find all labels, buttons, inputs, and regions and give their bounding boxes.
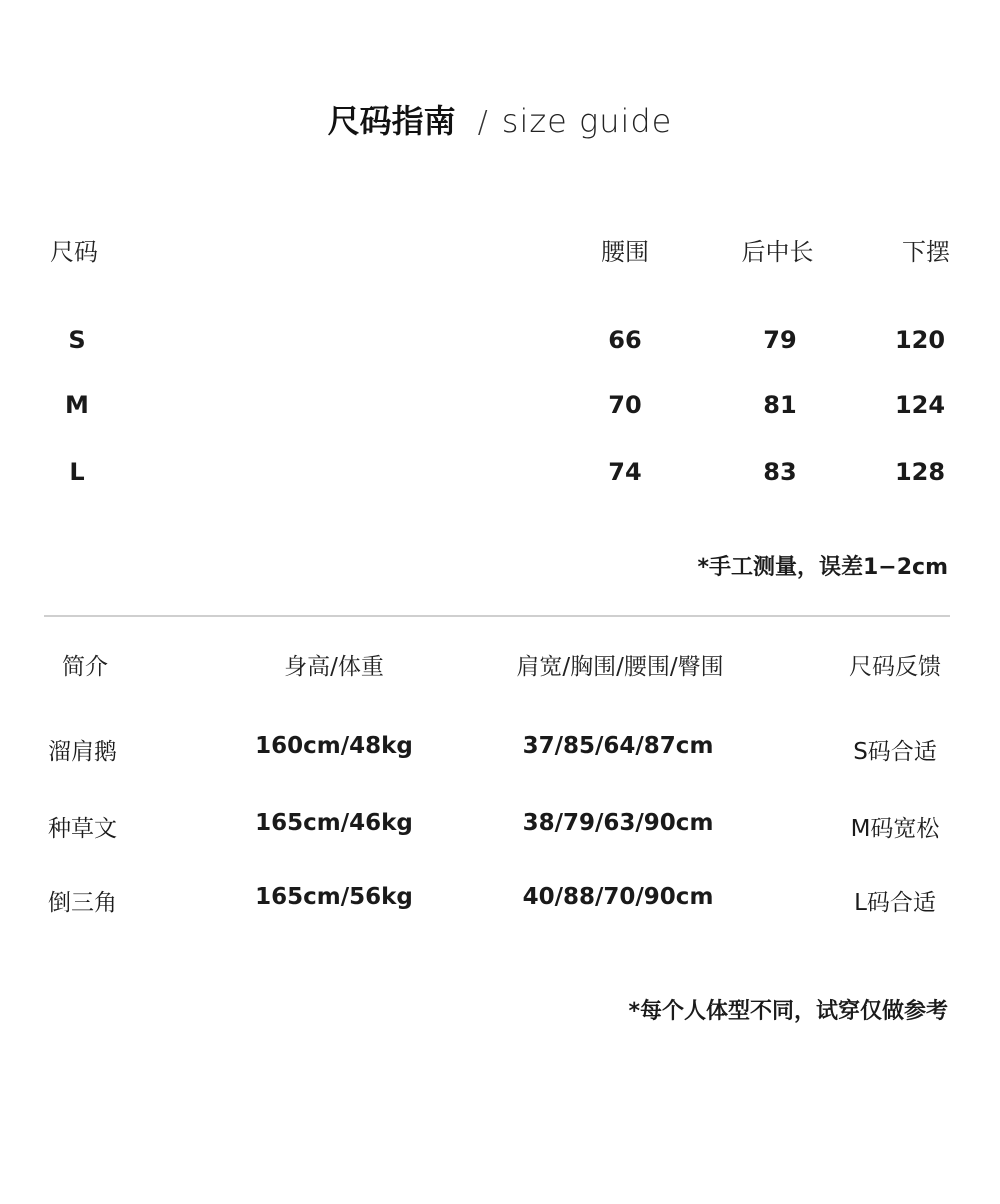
size-header-length: 后中长 xyxy=(741,238,814,266)
ref-header-height-weight: 身高/体重 xyxy=(284,654,384,680)
length-cell: 81 xyxy=(763,391,797,419)
title-separator: / xyxy=(477,105,488,140)
measurements-cell: 38/79/63/90cm xyxy=(522,810,714,836)
height-weight-cell: 160cm/48kg xyxy=(255,733,413,759)
waist-cell: 74 xyxy=(608,458,642,486)
measurements-cell: 37/85/64/87cm xyxy=(522,733,714,759)
feedback-cell: L码合适 xyxy=(854,890,936,916)
title-chinese: 尺码指南 xyxy=(327,102,456,140)
measurements-cell: 40/88/70/90cm xyxy=(522,884,714,910)
size-header-size: 尺码 xyxy=(50,238,98,266)
ref-header-feedback: 尺码反馈 xyxy=(849,654,941,680)
feedback-cell: M码宽松 xyxy=(850,816,940,842)
page-title xyxy=(0,96,1000,142)
profile-cell: 溜肩鹅 xyxy=(48,739,117,765)
size-header-waist: 腰围 xyxy=(601,238,649,266)
size-cell: M xyxy=(65,391,89,419)
size-cell: L xyxy=(69,458,85,486)
waist-cell: 66 xyxy=(608,326,642,354)
height-weight-cell: 165cm/46kg xyxy=(255,810,413,836)
feedback-cell: S码合适 xyxy=(853,739,937,765)
profile-cell: 种草文 xyxy=(48,816,117,842)
size-header-hem: 下摆 xyxy=(902,238,950,266)
hem-cell: 120 xyxy=(894,326,946,354)
fit-disclaimer-note: *每个人体型不同，试穿仅做参考 xyxy=(628,999,948,1024)
section-divider xyxy=(44,615,950,617)
title-english: size guide xyxy=(501,102,673,140)
size-cell: S xyxy=(68,326,86,354)
height-weight-cell: 165cm/56kg xyxy=(255,884,413,910)
measurement-note: *手工测量，误差1−2cm xyxy=(697,555,948,580)
hem-cell: 124 xyxy=(894,391,946,419)
ref-header-measurements: 肩宽/胸围/腰围/臀围 xyxy=(516,654,724,680)
hem-cell: 128 xyxy=(894,458,946,486)
length-cell: 79 xyxy=(763,326,797,354)
ref-header-profile: 简介 xyxy=(62,654,108,680)
length-cell: 83 xyxy=(763,458,797,486)
waist-cell: 70 xyxy=(608,391,642,419)
profile-cell: 倒三角 xyxy=(48,890,117,916)
